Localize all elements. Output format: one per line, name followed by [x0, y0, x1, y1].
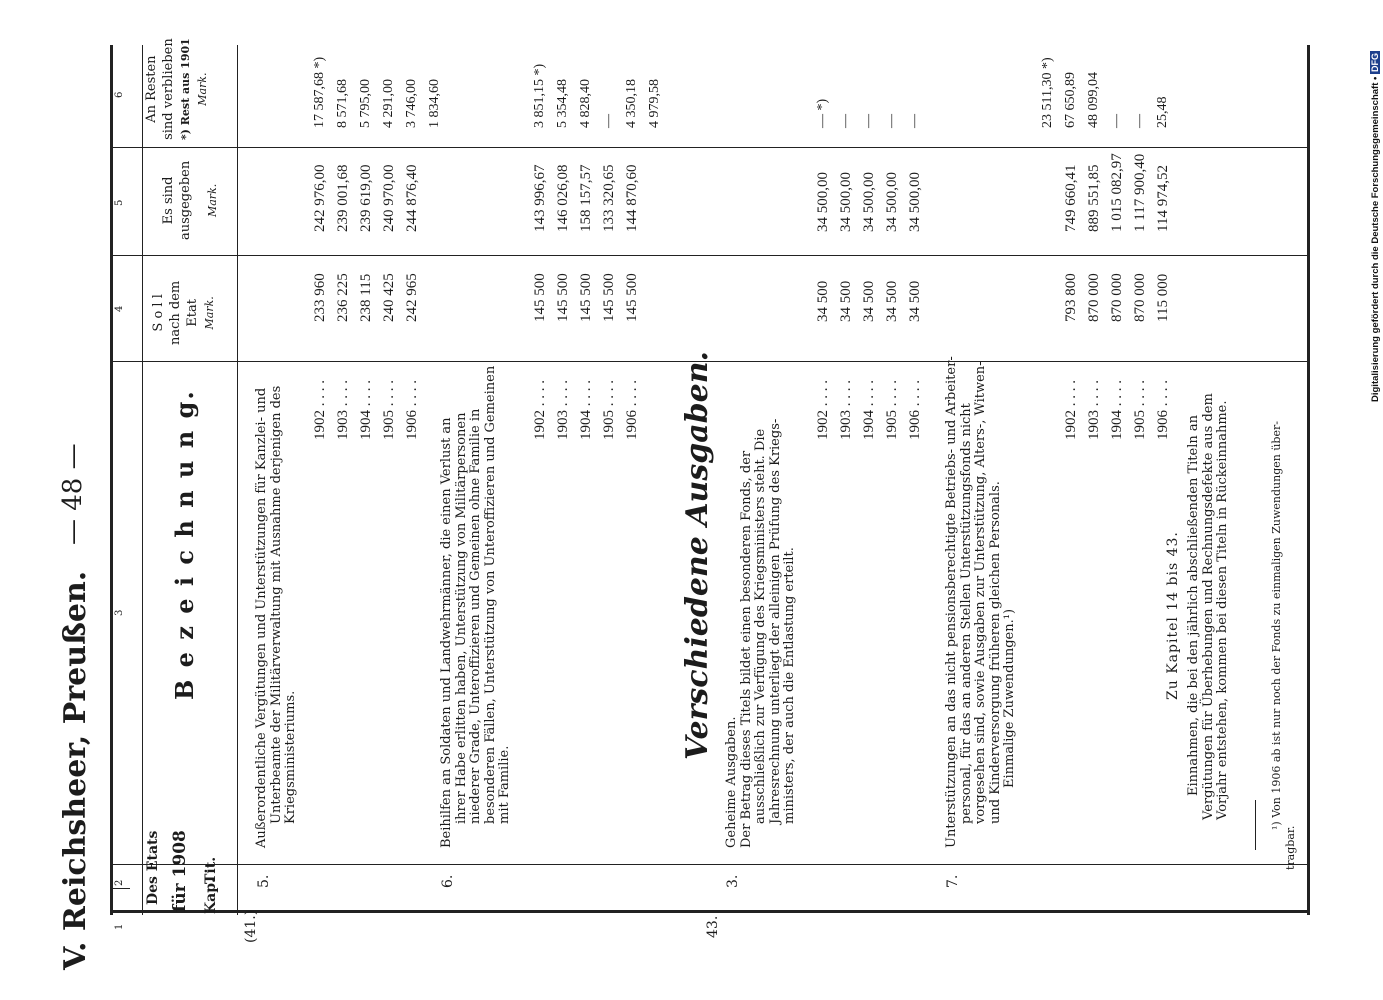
row-soll: 236 225 — [335, 273, 351, 322]
rule-col-6 — [110, 147, 1310, 148]
zu-kapitel-text: Einnahmen, die bei den jährlich abschließenden Titeln an Vergütungen für Überhebungen und Rechnungsdefekte aus dem Vorjahr entstehen, kommen bei diesen Titeln in Rückeinnahme. — [1186, 393, 1230, 820]
row-year: 1906 . . . . — [624, 380, 640, 440]
header-ausgegeben: Es sind ausgegeben Mark. — [161, 160, 219, 240]
row-soll: 34 500 — [861, 280, 877, 322]
row-rest: 3 851,15 *) — [532, 63, 547, 128]
row-year: 1903 . . . . — [838, 380, 854, 440]
row-rest: — — [1109, 114, 1124, 128]
row-soll: 115 000 — [1155, 273, 1171, 322]
row-ausgegeben: 158 157,57 — [578, 164, 594, 232]
row-ausgegeben: 242 976,00 — [312, 164, 328, 232]
row-soll: 240 425 — [381, 273, 397, 322]
row-ausgegeben: 889 551,85 — [1086, 164, 1102, 232]
row-year: 1902 . . . . — [815, 380, 831, 440]
row-year: 1905 . . . . — [601, 380, 617, 440]
row-ausgegeben: 239 001,68 — [335, 164, 351, 232]
row-ausgegeben: 143 996,67 — [532, 164, 548, 232]
rule-right — [1307, 45, 1310, 915]
footnote: ¹) Von 1906 ab ist nur noch der Fonds zu einmaligen Zuwendungen über- tragbar. — [1270, 421, 1297, 870]
colno-4: 4 — [114, 305, 125, 312]
colno-6: 6 — [114, 91, 125, 98]
row-soll: 145 500 — [578, 273, 594, 322]
colno-2: 2 — [114, 879, 125, 886]
row-rest: — — [861, 114, 876, 128]
row-year: 1902 . . . . — [1063, 380, 1079, 440]
row-soll: 34 500 — [907, 280, 923, 322]
row-rest: 5 795,00 — [358, 79, 373, 128]
row-soll: 145 500 — [555, 273, 571, 322]
row-ausgegeben: 749 660,41 — [1063, 164, 1079, 232]
row-soll: 145 500 — [532, 273, 548, 322]
row-rest: — — [1132, 114, 1147, 128]
row-rest: 17 587,68 *) — [312, 56, 327, 128]
row-year: 1902 . . . . — [532, 380, 548, 440]
row-ausgegeben: 244 876,40 — [404, 164, 420, 232]
row-soll: 870 000 — [1132, 273, 1148, 322]
header-tit: Tit. — [203, 856, 219, 884]
rule-bottom — [110, 910, 1310, 913]
rule-col-1a — [110, 888, 130, 889]
row-rest: 8 571,68 — [335, 79, 350, 128]
row-ausgegeben: 1 015 082,97 — [1109, 153, 1125, 232]
block1-text: Außerordentliche Vergütungen und Unterstützungen für Kanzlei- und Unterbeamte der Militärverwaltung mit Ausnahme derjenigen des Kriegsministeriums. — [254, 385, 298, 848]
row-soll: 34 500 — [815, 280, 831, 322]
row-soll: 145 500 — [601, 273, 617, 322]
row-rest: 25,48 — [1155, 96, 1170, 128]
row-ausgegeben: 144 870,60 — [624, 164, 640, 232]
row-ausgegeben: 114 974,52 — [1155, 165, 1171, 232]
row-year: 1903 . . . . — [1086, 380, 1102, 440]
header-fuer-1908: für 1908 — [170, 830, 190, 912]
row-rest: 5 354,48 — [555, 79, 570, 128]
rule-head-left — [110, 45, 113, 915]
block4-text: Unterstützungen an das nicht pensionsberechtigte Betriebs- und Arbeiter- personal, für das an anderen Stellen Unterstützungsfonds nicht vorgesehen sind, sowie Ausgaben zur Unterstützung, Alters-, Witwen- und Kinderversorgung früheren gleichen Personals. Einmalige Zuwendungen.¹) — [944, 356, 1017, 848]
row-ausgegeben: 34 500,00 — [861, 172, 877, 232]
row-year: 1903 . . . . — [555, 380, 571, 440]
block1-kap: (41.) — [243, 909, 259, 943]
row-rest: 3 746,00 — [404, 79, 419, 128]
dfg-logo: DFG — [1370, 53, 1380, 73]
row-year: 1904 . . . . — [578, 380, 594, 440]
row-rest: — — [601, 114, 616, 128]
colno-5: 5 — [114, 199, 125, 206]
row-rest: — — [907, 114, 922, 128]
zu-kapitel-title: Zu Kapitel 14 bis 43. — [1165, 531, 1181, 700]
row-rest: 4 291,00 — [381, 79, 396, 128]
digitization-text: Digitalisierung gefördert durch die Deutsche Forschungsgemeinschaft • — [1370, 76, 1381, 402]
row-year: 1906 . . . . — [404, 380, 420, 440]
rule-head-1 — [142, 45, 143, 915]
row-year: 1904 . . . . — [861, 380, 877, 440]
row-soll: 793 800 — [1063, 273, 1079, 322]
row-ausgegeben: 1 117 900,40 — [1132, 153, 1148, 232]
block3-kap: 43. — [705, 915, 721, 938]
row-rest: — — [838, 114, 853, 128]
row-ausgegeben: 133 320,65 — [601, 164, 617, 232]
row-year: 1905 . . . . — [1132, 380, 1148, 440]
row-rest: 4 979,58 — [647, 79, 662, 128]
block4-tit: 7. — [945, 874, 961, 888]
row-year: 1904 . . . . — [358, 380, 374, 440]
row-year: 1906 . . . . — [907, 380, 923, 440]
row-rest: 4 828,40 — [578, 79, 593, 128]
row-year: 1904 . . . . — [1109, 380, 1125, 440]
row-ausgegeben: 146 026,08 — [555, 164, 571, 232]
row-year: 1905 . . . . — [884, 380, 900, 440]
row-ausgegeben: 239 619,00 — [358, 164, 374, 232]
row-rest: 1 834,60 — [427, 79, 442, 128]
block3-tit: 3. — [725, 874, 741, 888]
section-title: Verschiedene Ausgaben. — [680, 351, 715, 760]
row-soll: 870 000 — [1086, 273, 1102, 322]
row-rest: 48 099,04 — [1086, 72, 1101, 128]
row-ausgegeben: 34 500,00 — [884, 172, 900, 232]
row-soll: 34 500 — [838, 280, 854, 322]
row-ausgegeben: 34 500,00 — [907, 172, 923, 232]
row-year: 1905 . . . . — [381, 380, 397, 440]
row-rest: 67 650,89 — [1063, 72, 1078, 128]
rule-col-2 — [110, 864, 1310, 865]
block1-tit: 5. — [256, 874, 272, 888]
colno-1: 1 — [114, 923, 125, 930]
row-rest: 4 350,18 — [624, 79, 639, 128]
row-soll: 145 500 — [624, 273, 640, 322]
page-title-rotated: V. Reichsheer, Preußen. — [58, 570, 93, 970]
row-ausgegeben: 34 500,00 — [815, 172, 831, 232]
colno-3: 3 — [114, 609, 125, 616]
row-year: 1906 . . . . — [1155, 380, 1171, 440]
header-bezeichnung: B e z e i c h n u n g. — [170, 389, 199, 700]
row-ausgegeben: 240 970,00 — [381, 164, 397, 232]
header-des-etats: Des Etats — [145, 830, 161, 905]
row-year: 1903 . . . . — [335, 380, 351, 440]
row-soll: 870 000 — [1109, 273, 1125, 322]
row-ausgegeben: 34 500,00 — [838, 172, 854, 232]
row-year: 1902 . . . . — [312, 380, 328, 440]
block3-text: Geheime Ausgaben. Der Betrag dieses Titels bildet einen besonderen Fonds, der ausschließlich zur Verfügung des Kriegsministers steht. Die Jahresrechnung unterliegt der alleinigen Prüfung des Kriegs- ministers, der auch die Entlastung erteilt. — [724, 418, 797, 848]
row-soll: 238 115 — [358, 273, 374, 322]
header-reste: An Resten sind verblieben *) Rest aus 1901 Mark. — [144, 38, 209, 140]
row-soll: 242 965 — [404, 273, 420, 322]
rule-head-2 — [237, 45, 238, 915]
row-rest: — *) — [815, 98, 830, 128]
digitization-note — [1366, 12, 1383, 402]
row-soll: 34 500 — [884, 280, 900, 322]
block2-text: Beihilfen an Soldaten und Landwehrmänner, die einen Verlust an ihrer Habe erlitten haben, Unterstützung von Militärpersonen niederer Grade, Unteroffizieren und Gemeinen ohne Familie in besonderen Fällen, Unterstützung von Unteroffizieren und Gemeinen mit Familie. — [439, 365, 512, 848]
header-soll: S o l l nach dem Etat Mark. — [151, 280, 216, 345]
page-number-rotated: — 48 — — [58, 443, 88, 545]
row-rest: 23 511,30 *) — [1040, 57, 1055, 128]
row-soll: 233 960 — [312, 273, 328, 322]
header-kap: Kap. — [203, 878, 219, 914]
row-rest: — — [884, 114, 899, 128]
rule-col-5 — [110, 255, 1310, 256]
block2-tit: 6. — [440, 874, 456, 888]
